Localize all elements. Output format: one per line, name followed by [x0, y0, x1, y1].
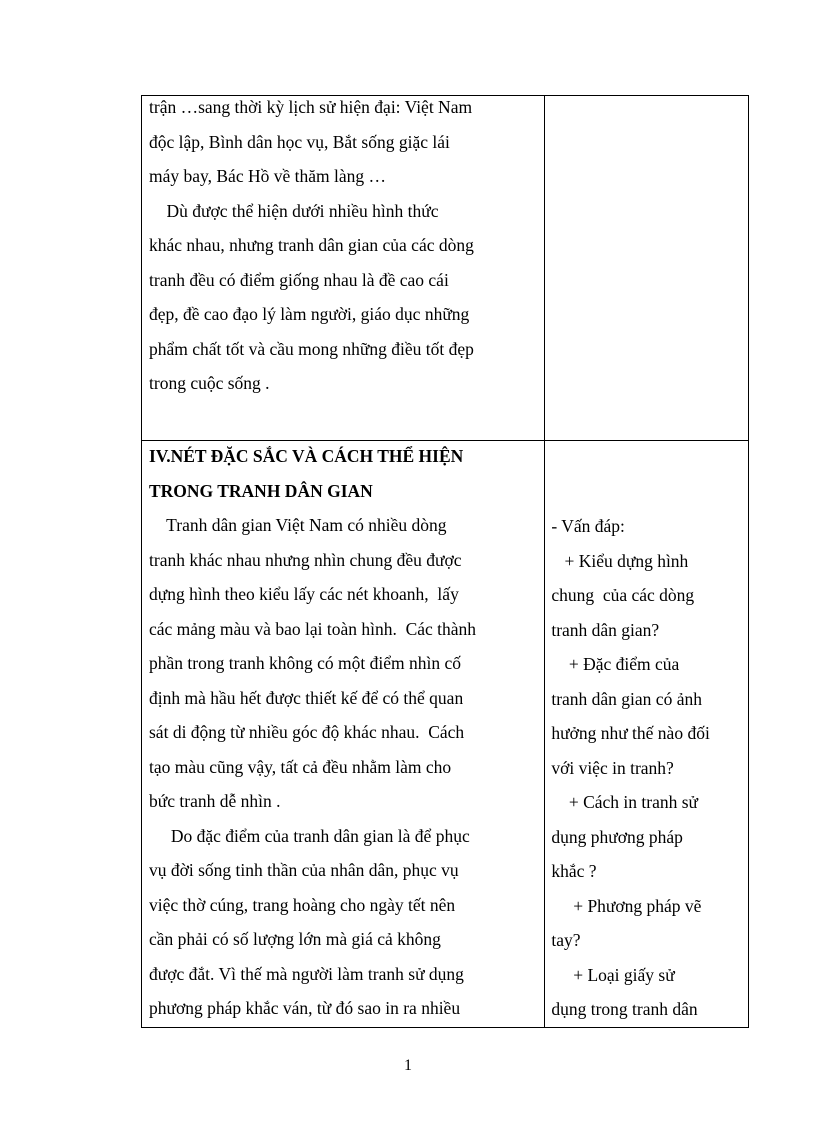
text-line: + Cách in tranh sử [551, 792, 699, 812]
text-line: - Vấn đáp: [551, 516, 625, 536]
text-line: + Đặc điểm của [551, 654, 680, 674]
activity-list [551, 509, 748, 1027]
text-line: trong cuộc sống . [149, 373, 270, 393]
text-line: dựng hình theo kiểu lấy các nét khoanh, lấy [149, 584, 459, 604]
text-line: việc thờ cúng, trang hoàng cho ngày tết nên [149, 894, 456, 915]
text-line: khắc ? [551, 861, 597, 881]
text-line: Do đặc điểm của tranh dân gian là để phục [149, 825, 470, 846]
section-heading: IV.NÉT ĐẶC SẮC VÀ CÁCH THỂ HIỆN [149, 446, 464, 466]
text-line: các mảng màu và bao lại toàn hình. Các thành [149, 618, 477, 639]
text-line: + Phương pháp vẽ [551, 895, 702, 916]
lesson-table [141, 95, 749, 1028]
text-line: cần phải có số lượng lớn mà giá cả không [149, 929, 441, 949]
content-paragraph [149, 508, 544, 1026]
text-line: với việc in tranh? [551, 757, 674, 778]
text-line: tay? [551, 930, 581, 950]
activity-cell [545, 96, 749, 441]
content-cell [142, 96, 545, 441]
content-cell [142, 441, 545, 1028]
activity-cell [545, 441, 749, 1028]
section-heading: TRONG TRANH DÂN GIAN [149, 480, 373, 501]
text-line: dụng trong tranh dân [551, 999, 698, 1019]
text-line: dụng phương pháp [551, 826, 683, 847]
page-number: 1 [404, 1057, 412, 1074]
text-line: phần trong tranh không có một điểm nhìn cố [149, 653, 462, 673]
text-line: tranh đều có điểm giống nhau là đề cao cái [149, 269, 449, 290]
text-line: chung của các dòng [551, 585, 695, 605]
text-line: tranh dân gian? [551, 619, 660, 640]
text-line: sát di động từ nhiều góc độ khác nhau. Cách [149, 722, 465, 742]
text-line: phương pháp khắc ván, từ đó sao in ra nhiều [149, 998, 461, 1018]
text-line: + Loại giấy sử [551, 964, 675, 985]
text-line: bức tranh dễ nhìn . [149, 791, 281, 811]
text-line: tạo màu cũng vậy, tất cả đều nhằm làm cho [149, 756, 452, 777]
text-line: máy bay, Bác Hồ về thăm làng … [149, 166, 386, 186]
text-line: vụ đời sống tinh thần của nhân dân, phục vụ [149, 860, 459, 880]
text-line: tranh dân gian có ảnh [551, 688, 702, 709]
text-line: phẩm chất tốt và cầu mong những điều tốt đẹp [149, 338, 474, 359]
content-paragraph [149, 90, 544, 401]
text-line: + Kiểu dựng hình [551, 550, 689, 571]
table-row [142, 96, 749, 441]
text-line: Tranh dân gian Việt Nam có nhiều dòng [149, 515, 447, 535]
text-line: Dù được thể hiện dưới nhiều hình thức [149, 200, 439, 221]
text-line: tranh khác nhau nhưng nhìn chung đều được [149, 549, 462, 570]
text-line: hưởng như thế nào đối [551, 723, 710, 743]
text-line: định mà hầu hết được thiết kế để có thể quan [149, 687, 464, 708]
text-line: khác nhau, nhưng tranh dân gian của các dòng [149, 235, 474, 255]
table-row [142, 441, 749, 1028]
text-line: đẹp, đề cao đạo lý làm người, giáo dục những [149, 304, 470, 324]
text-line: được đắt. Vì thế mà người làm tranh sử dụng [149, 963, 464, 984]
text-line: độc lập, Bình dân học vụ, Bắt sống giặc lái [149, 131, 450, 152]
text-line: trận …sang thời kỳ lịch sử hiện đại: Việt Nam [149, 97, 473, 117]
